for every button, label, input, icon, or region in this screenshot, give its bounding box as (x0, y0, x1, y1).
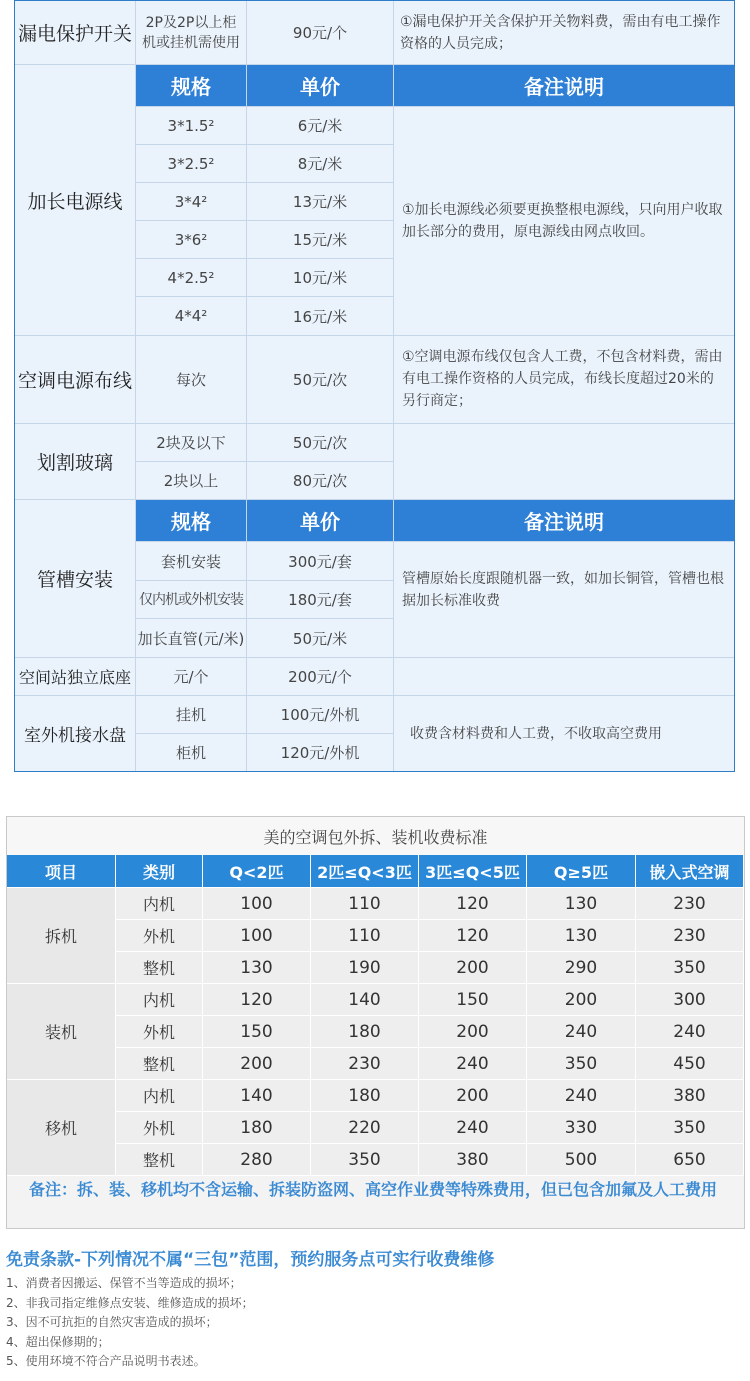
group-label: 装机 (7, 984, 116, 1080)
disclaimer-list (6, 1274, 254, 1372)
column-header: Q<2匹 (203, 855, 311, 888)
disclaimer-item: 3、因不可抗拒的自然灾害造成的损坏； (6, 1315, 218, 1329)
header-price: 单价 (247, 65, 394, 107)
spec-cell: 3*6² (136, 221, 247, 259)
price-value-cell: 150 (203, 1016, 311, 1048)
table-footnote: 备注：拆、装、移机均不含运输、拆装防盗网、高空作业费等特殊费用，但已包含加氟及人工费用 (29, 1180, 718, 1199)
price-cell: 15元/米 (247, 221, 394, 259)
type-cell: 外机 (116, 1016, 203, 1048)
price-value-cell: 200 (203, 1048, 311, 1080)
price-value-cell: 150 (419, 984, 527, 1016)
type-cell: 内机 (116, 984, 203, 1016)
price-value-cell: 120 (419, 920, 527, 952)
price-cell: 50元/次 (247, 424, 394, 462)
spec-cell: 仅内机或外机安装 (136, 581, 247, 619)
spec-cell: 3*2.5² (136, 145, 247, 183)
type-cell: 内机 (116, 1080, 203, 1112)
note-cell-empty (394, 658, 734, 696)
price-value-cell: 100 (203, 920, 311, 952)
spec-cell: 3*1.5² (136, 107, 247, 145)
price-cell: 80元/次 (247, 462, 394, 500)
price-value-cell: 200 (419, 1016, 527, 1048)
price-cell: 120元/外机 (247, 734, 394, 771)
spec-cell: 挂机 (136, 696, 247, 734)
price-value-cell: 110 (311, 920, 419, 952)
category-wiring: 空调电源布线 (15, 336, 136, 424)
group-label: 拆机 (7, 888, 116, 984)
spec-cell: 元/个 (136, 658, 247, 696)
disclaimer-item: 5、使用环境不符合产品说明书表述。 (6, 1354, 206, 1368)
note-cell: 管槽原始长度跟随机器一致，如加长铜管，管槽也根据加长标准收费 (394, 542, 734, 658)
spec-cell: 2P及2P以上柜机或挂机需使用 (136, 1, 247, 65)
group-label: 移机 (7, 1080, 116, 1176)
price-value-cell: 350 (636, 1112, 744, 1144)
price-value-cell: 380 (636, 1080, 744, 1112)
type-cell: 整机 (116, 1048, 203, 1080)
price-value-cell: 110 (311, 888, 419, 920)
type-cell: 整机 (116, 1144, 203, 1176)
note-cell: ①漏电保护开关含保护开关物料费，需由有电工操作资格的人员完成； (394, 1, 734, 65)
price-cell: 300元/套 (247, 542, 394, 581)
price-value-cell: 230 (636, 920, 744, 952)
column-header: 嵌入式空调 (636, 855, 744, 888)
fee-table (14, 0, 735, 772)
category-glass: 划割玻璃 (15, 424, 136, 500)
price-value-cell: 140 (311, 984, 419, 1016)
price-value-cell: 240 (419, 1048, 527, 1080)
price-value-cell: 190 (311, 952, 419, 984)
price-value-cell: 130 (203, 952, 311, 984)
type-cell: 整机 (116, 952, 203, 984)
price-value-cell: 230 (311, 1048, 419, 1080)
category-base: 空间站独立底座 (15, 658, 136, 696)
category-leakage: 漏电保护开关 (15, 1, 136, 65)
price-cell: 6元/米 (247, 107, 394, 145)
price-value-cell: 450 (636, 1048, 744, 1080)
header-spec: 规格 (136, 65, 247, 107)
price-value-cell: 180 (203, 1112, 311, 1144)
spec-cell: 加长直管(元/米) (136, 619, 247, 658)
disclaimer-item: 2、非我司指定维修点安装、维修造成的损坏； (6, 1295, 254, 1310)
column-header: 项目 (7, 855, 116, 888)
category-drain-pan: 室外机接水盘 (15, 696, 136, 771)
note-cell: ①空调电源布线仅包含人工费，不包含材料费，需由有电工操作资格的人员完成，布线长度超过20米的另行商定； (394, 336, 734, 424)
standard-fee-table (6, 816, 745, 1229)
price-cell: 50元/米 (247, 619, 394, 658)
price-value-cell: 100 (203, 888, 311, 920)
price-value-cell: 350 (636, 952, 744, 984)
header-note: 备注说明 (394, 500, 734, 542)
price-value-cell: 180 (311, 1080, 419, 1112)
table-title: 美的空调包外拆、装机收费标准 (7, 817, 744, 855)
price-cell: 50元/次 (247, 336, 394, 424)
spec-cell: 套机安装 (136, 542, 247, 581)
header-spec: 规格 (136, 500, 247, 542)
column-header: Q≥5匹 (527, 855, 636, 888)
price-value-cell: 220 (311, 1112, 419, 1144)
price-value-cell: 200 (419, 952, 527, 984)
spec-cell: 2块及以下 (136, 424, 247, 462)
price-value-cell: 650 (636, 1144, 744, 1176)
price-cell: 180元/套 (247, 581, 394, 619)
price-cell: 10元/米 (247, 259, 394, 297)
price-cell: 13元/米 (247, 183, 394, 221)
price-value-cell: 240 (636, 1016, 744, 1048)
note-cell: ①加长电源线必须要更换整根电源线，只向用户收取加长部分的费用，原电源线由网点收回。 (394, 107, 734, 336)
price-value-cell: 380 (419, 1144, 527, 1176)
type-cell: 外机 (116, 920, 203, 952)
price-value-cell: 200 (419, 1080, 527, 1112)
price-value-cell: 500 (527, 1144, 636, 1176)
spec-cell: 3*4² (136, 183, 247, 221)
note-cell-empty (394, 424, 734, 500)
price-value-cell: 350 (311, 1144, 419, 1176)
price-value-cell: 130 (527, 888, 636, 920)
price-value-cell: 140 (203, 1080, 311, 1112)
price-cell: 200元/个 (247, 658, 394, 696)
category-duct: 管槽安装 (15, 500, 136, 658)
price-value-cell: 240 (527, 1080, 636, 1112)
column-header: 类别 (116, 855, 203, 888)
price-cell: 8元/米 (247, 145, 394, 183)
spec-cell: 柜机 (136, 734, 247, 771)
price-value-cell: 180 (311, 1016, 419, 1048)
category-extension-cable: 加长电源线 (15, 65, 136, 336)
price-value-cell: 330 (527, 1112, 636, 1144)
price-value-cell: 120 (203, 984, 311, 1016)
price-value-cell: 240 (419, 1112, 527, 1144)
price-value-cell: 230 (636, 888, 744, 920)
price-value-cell: 130 (527, 920, 636, 952)
header-price: 单价 (247, 500, 394, 542)
spec-cell: 每次 (136, 336, 247, 424)
price-value-cell: 300 (636, 984, 744, 1016)
column-header: 2匹≤Q<3匹 (311, 855, 419, 888)
price-value-cell: 290 (527, 952, 636, 984)
spec-cell: 4*2.5² (136, 259, 247, 297)
price-value-cell: 280 (203, 1144, 311, 1176)
type-cell: 外机 (116, 1112, 203, 1144)
disclaimer-title: 免责条款-下列情况不属“三包”范围，预约服务点可实行收费维修 (6, 1250, 495, 1270)
disclaimer-item: 1、消费者因搬运、保管不当等造成的损坏； (6, 1276, 242, 1290)
type-cell: 内机 (116, 888, 203, 920)
price-value-cell: 350 (527, 1048, 636, 1080)
disclaimer-item: 4、超出保修期的； (6, 1334, 110, 1349)
price-value-cell: 240 (527, 1016, 636, 1048)
price-cell: 100元/外机 (247, 696, 394, 734)
note-cell: 收费含材料费和人工费，不收取高空费用 (394, 696, 734, 771)
spec-cell: 2块以上 (136, 462, 247, 500)
spec-cell: 4*4² (136, 297, 247, 336)
price-value-cell: 200 (527, 984, 636, 1016)
price-cell: 16元/米 (247, 297, 394, 336)
column-header: 3匹≤Q<5匹 (419, 855, 527, 888)
header-note: 备注说明 (394, 65, 734, 107)
price-value-cell: 120 (419, 888, 527, 920)
price-cell: 90元/个 (247, 1, 394, 65)
